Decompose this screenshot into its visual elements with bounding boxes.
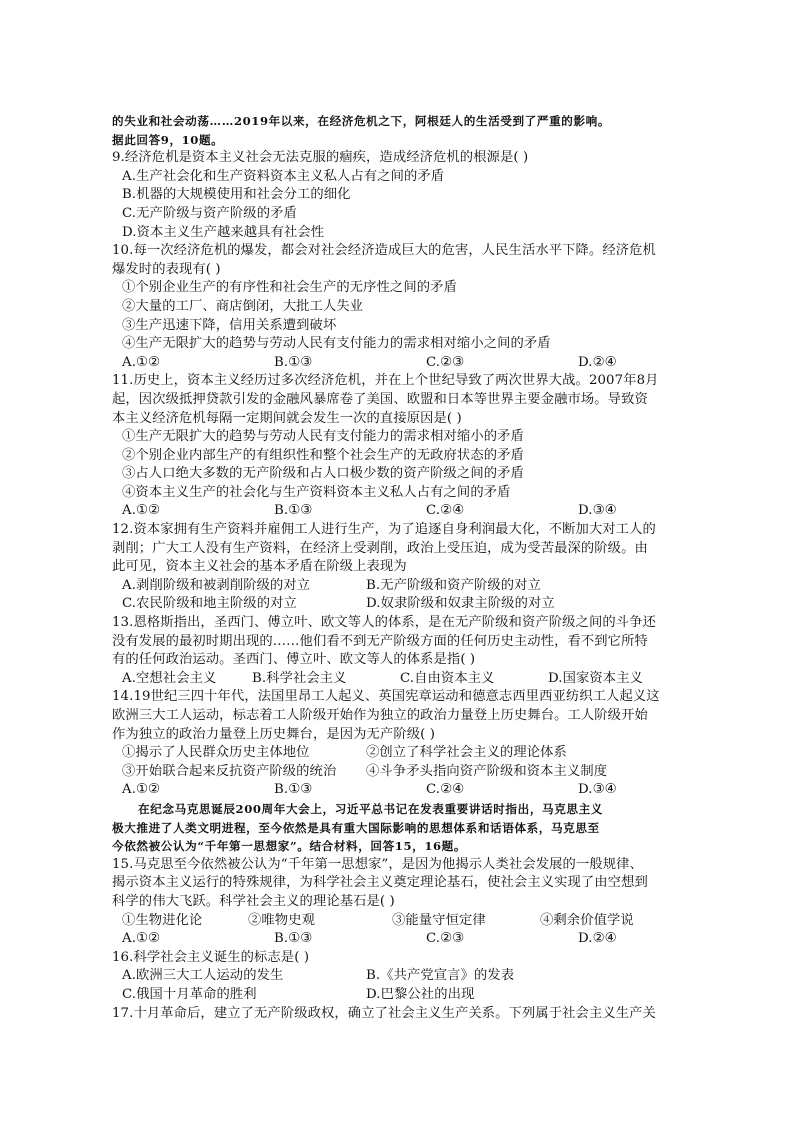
option-c: C.②③: [426, 354, 465, 370]
option-d: D.②④: [578, 354, 617, 370]
option-d: D.②④: [578, 931, 617, 947]
option-a: A.①②: [122, 782, 161, 798]
question-13-stem: 13.恩格斯指出，圣西门、傅立叶、欧文等人的体系，是在无产阶级和资产阶级之间的斗争还: [112, 615, 656, 631]
question-10-item: ③生产迅速下降，信用关系遭到破坏: [122, 317, 337, 333]
question-14-item: ②创立了科学社会主义的理论体系: [366, 745, 567, 761]
option-a: A.空想社会主义: [122, 670, 217, 686]
question-11-stem: 本主义经济危机每隔一定期间就会发生一次的直接原因是( ): [112, 410, 462, 426]
question-13-stem: 没有发展的最初时期出现的……他们看不到无产阶级方面的任何历史主动性，看不到它所特: [112, 633, 648, 649]
question-10-item: ④生产无限扩大的趋势与劳动人民有支付能力的需求相对缩小之间的矛盾: [122, 336, 551, 352]
question-9-option-b: B.机器的大规模使用和社会分工的细化: [122, 187, 351, 203]
question-9-option-a: A.生产社会化和生产资料资本主义私人占有之间的矛盾: [122, 168, 445, 184]
question-9-option-d: D.资本主义生产越来越具有社会性: [122, 224, 325, 240]
question-15-items: [112, 912, 686, 931]
question-13-options: [112, 670, 686, 689]
option-d: D.国家资本主义: [548, 670, 643, 686]
question-12-stem: 此可见，资本主义社会的基本矛盾在阶级上表现为: [112, 559, 407, 575]
option-b: B.①③: [274, 931, 313, 947]
question-11-item: ③占人口绝大多数的无产阶级和占人口极少数的资产阶级之间的矛盾: [122, 466, 524, 482]
question-11-item: ②个别企业内部生产的有组织性和整个社会生产的无政府状态的矛盾: [122, 447, 524, 463]
question-12-options-row: [112, 595, 686, 614]
option-c: C.②④: [426, 503, 465, 519]
question-11-item: ④资本主义生产的社会化与生产资料资本主义私人占有之间的矛盾: [122, 484, 511, 500]
option-b: B.无产阶级和资产阶级的对立: [366, 577, 541, 593]
question-12-stem: 12.资本家拥有生产资料并雇佣工人进行生产，为了追逐自身利润最大化，不断加大对工人的: [112, 522, 656, 538]
question-15-options: [112, 930, 686, 949]
question-14-item: ①揭示了人民群众历史主体地位: [122, 745, 310, 761]
passage-intro-line: 据此回答9，10题。: [112, 132, 224, 147]
question-10-stem: 爆发时的表现有( ): [112, 261, 221, 277]
question-15-stem: 揭示资本主义运行的特殊规律，为科学社会主义奠定理论基石，使社会主义实现了由空想到: [112, 875, 648, 891]
question-16-options-row: [112, 986, 686, 1005]
exam-page: [112, 112, 686, 1023]
option-c: C.农民阶级和地主阶级的对立: [122, 596, 297, 612]
question-10-options: [112, 354, 686, 373]
question-10-item: ②大量的工厂、商店倒闭，大批工人失业: [122, 298, 364, 314]
option-d: D.③④: [578, 782, 617, 798]
question-14-stem: 作为独立的政治力量登上历史舞台，是因为无产阶级( ): [112, 726, 436, 742]
option-d: D.③④: [578, 503, 617, 519]
question-15-item: ③能量守恒定律: [392, 912, 486, 928]
option-b: B.科学社会主义: [252, 670, 347, 686]
option-b: B.《共产党宣言》的发表: [366, 968, 515, 984]
option-a: A.①②: [122, 503, 161, 519]
option-a: A.①②: [122, 354, 161, 370]
option-a: A.①②: [122, 931, 161, 947]
passage-material-line: 在纪念马克思诞辰200周年大会上，习近平总书记在发表重要讲话时指出，马克思主义: [138, 801, 603, 816]
question-13-stem: 有的任何政治运动。圣西门、傅立叶、欧文等人的体系是指( ): [112, 652, 476, 668]
question-10-item: ①个别企业生产的有序性和社会生产的无序性之间的矛盾: [122, 280, 457, 296]
passage-intro-line: 的失业和社会动荡……2019年以来，在经济危机之下，阿根廷人的生活受到了严重的影响。: [112, 114, 611, 128]
option-a: A.欧洲三大工人运动的发生: [122, 968, 284, 984]
question-14-item: ③开始联合起来反抗资产阶级的统治: [122, 763, 337, 779]
question-15-stem: 15.马克思至今依然被公认为“千年第一思想家”，是因为他揭示人类社会发展的一般规律、: [112, 856, 643, 872]
option-b: B.①③: [274, 354, 313, 370]
option-d: D.巴黎公社的出现: [366, 986, 475, 1002]
passage-material-line: 今依然被公认为“千年第一思想家”。结合材料，回答15，16题。: [112, 839, 467, 854]
question-11-options: [112, 502, 686, 521]
question-11-stem: 起，因次级抵押贷款引发的金融风暴席卷了美国、欧盟和日本等世界主要金融市场。导致资: [112, 391, 648, 407]
question-12-stem: 剥削；广大工人没有生产资料，在经济上受剥削，政治上受压迫，成为受苦最深的阶级。由: [112, 540, 648, 556]
question-15-item: ④剩余价值学说: [540, 912, 634, 928]
option-a: A.剥削阶级和被剥削阶级的对立: [122, 577, 311, 593]
option-c: C.②③: [426, 931, 465, 947]
passage-material-line: 极大推进了人类文明进程，至今依然是具有重大国际影响的思想体系和话语体系，马克思至: [112, 820, 600, 835]
question-14-stem: 14.19世纪三四十年代，法国里昂工人起义、英国宪章运动和德意志西里西亚纺织工人起义这: [112, 689, 660, 705]
option-b: B.①③: [274, 503, 313, 519]
question-14-items-row: [112, 744, 686, 763]
question-9-stem: 9.经济危机是资本主义社会无法克服的痼疾，造成经济危机的根源是( ): [112, 150, 529, 166]
option-c: C.俄国十月革命的胜利: [122, 986, 257, 1002]
option-b: B.①③: [274, 782, 313, 798]
question-14-items-row: [112, 763, 686, 782]
question-9-option-c: C.无产阶级与资产阶级的矛盾: [122, 205, 297, 221]
question-12-options-row: [112, 577, 686, 596]
question-14-item: ④斗争矛头指向资产阶级和资本主义制度: [366, 763, 608, 779]
option-c: C.自由资本主义: [400, 670, 495, 686]
question-11-item: ①生产无限扩大的趋势与劳动人民有支付能力的需求相对缩小的矛盾: [122, 429, 524, 445]
option-d: D.奴隶阶级和奴隶主阶级的对立: [366, 596, 555, 612]
question-15-item: ②唯物史观: [248, 912, 315, 928]
question-16-stem: 16.科学社会主义诞生的标志是( ): [112, 949, 310, 965]
question-11-stem: 11.历史上，资本主义经历过多次经济危机，并在上个世纪导致了两次世界大战。2007年8月: [112, 373, 659, 389]
question-10-stem: 10.每一次经济危机的爆发，都会对社会经济造成巨大的危害，人民生活水平下降。经济危机: [112, 243, 656, 259]
question-16-options-row: [112, 967, 686, 986]
question-15-stem: 科学的伟大飞跃。科学社会主义的理论基石是( ): [112, 893, 395, 909]
question-17-stem: 17.十月革命后，建立了无产阶级政权，确立了社会主义生产关系。下列属于社会主义生产关: [112, 1005, 656, 1021]
question-14-options: [112, 781, 686, 800]
option-c: C.②④: [426, 782, 465, 798]
question-14-stem: 欧洲三大工人运动，标志着工人阶级开始作为独立的政治力量登上历史舞台。工人阶级开始: [112, 708, 648, 723]
question-15-item: ①生物进化论: [122, 912, 203, 928]
